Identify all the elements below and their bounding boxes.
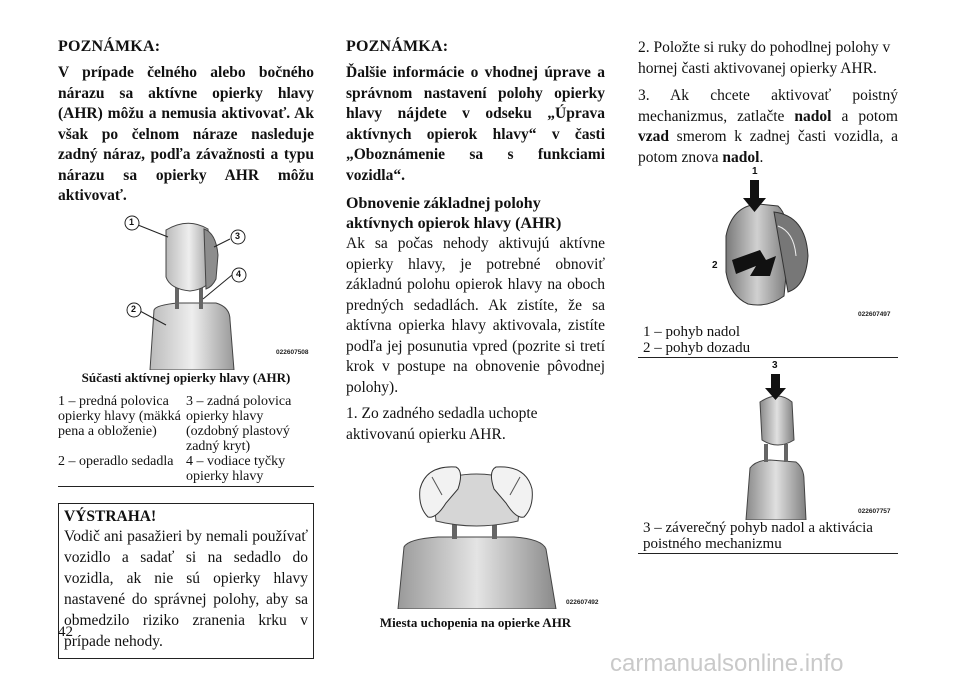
note-text: Ďalšie informácie o vhodnej úprave a správnom nastavení polohy opierky hlavy nájdete v odseku „Úprava aktívnych opierok hlavy“ v časti „Oboznámenie sa s funkciami vozidla“. — [346, 64, 605, 184]
marker-2: 2 — [712, 260, 718, 271]
marker-4: 4 — [236, 268, 242, 279]
marker-3: 3 — [235, 230, 241, 241]
legend-item-2: 2 – operadlo sedadla — [58, 453, 174, 469]
note-heading: POZNÁMKA: — [346, 38, 449, 55]
figure-id: 022607757 — [858, 508, 891, 515]
section-body: Ak sa počas nehody aktivujú aktívne opierky hlavy, je potrebné obnoviť základnú polohu opierok hlavy na oboch predných sedadlách. Ak zistíte, že sa aktívna opierka hlavy aktivovala, zistíte podľa jej posunutia vpred (pozrite si tretí krok v postupe na obnovenie pôvodnej polohy). — [346, 235, 605, 396]
warning-text: Vodič ani pasažieri by nemali používať vozidlo a sadať si na sedadlo do vozidla, ak nie sú opierky hlavy nastavené do správnej polohy, aby sa obmedzilo riziko zranenia krku v prípade nehody. — [64, 527, 308, 650]
legend-item-4: 4 – vodiace tyčky opierky hlavy — [186, 453, 286, 484]
figure-id: 022607497 — [858, 311, 891, 318]
marker-3: 3 — [772, 360, 778, 371]
warning-box — [58, 503, 314, 659]
marker-1: 1 — [752, 166, 758, 177]
final-push-legend — [638, 520, 898, 554]
figure-id: 022607492 — [566, 599, 599, 606]
watermark: carmanualsonline.info — [610, 650, 844, 677]
hands-on-headrest-illustration — [346, 459, 605, 609]
step-2: 2. Položte si ruky do pohodlnej polohy v hornej časti aktivovanej opierky AHR. — [638, 39, 891, 77]
headrest-illustration — [58, 215, 314, 370]
final-push-figure — [638, 360, 898, 520]
ahr-components-figure — [58, 215, 314, 370]
step-1: 1. Zo zadného sedadla uchopte aktivovanú opierku AHR. — [346, 405, 538, 443]
marker-1: 1 — [129, 216, 135, 227]
marker-2: 2 — [131, 303, 137, 314]
final-push-illustration — [638, 372, 898, 520]
column-left — [58, 38, 314, 659]
figure-caption: Súčasti aktívnej opierky hlavy (AHR) — [81, 369, 291, 385]
section-heading: Obnovenie základnej polohy aktívnych opierok hlavy (AHR) — [346, 195, 562, 232]
warning-heading: VÝSTRAHA! — [64, 507, 157, 525]
legend-item-3: 3 – zadná polovica opierky hlavy (ozdobný plastový zadný kryt) — [186, 393, 292, 454]
column-right — [638, 38, 898, 554]
figure-id: 022607508 — [276, 348, 309, 356]
push-legend — [638, 324, 898, 358]
legend-item-2: 2 – pohyb dozadu — [643, 340, 751, 356]
legend-item-3: 3 – záverečný pohyb nadol a aktivácia poistného mechanizmu — [643, 520, 873, 552]
push-down-back-figure — [638, 166, 898, 324]
grip-figure — [346, 459, 605, 609]
legend-item-1: 1 – pohyb nadol — [643, 324, 741, 340]
components-legend — [58, 394, 314, 487]
page-number: 42 — [58, 624, 73, 640]
step-3: 3. Ak chcete aktivovať poistný mechanizmus, zatlačte nadol a potom vzad smerom k zadnej časti vozidla, a potom znova nadol. — [638, 87, 898, 166]
column-middle — [346, 38, 605, 631]
note-heading: POZNÁMKA: — [58, 38, 161, 55]
note-text: V prípade čelného alebo bočného nárazu sa aktívne opierky hlavy (AHR) môžu a nemusia aktivovať. Ak však po čelnom náraze nasleduje zadný náraz, podľa závažnosti a typu nárazu sa opierky AHR môžu aktivovať. — [58, 64, 314, 204]
legend-item-1: 1 – predná polovica opierky hlavy (mäkká pena a obloženie) — [58, 393, 181, 439]
figure-caption: Miesta uchopenia na opierke AHR — [379, 615, 572, 630]
push-motion-illustration — [638, 176, 898, 324]
